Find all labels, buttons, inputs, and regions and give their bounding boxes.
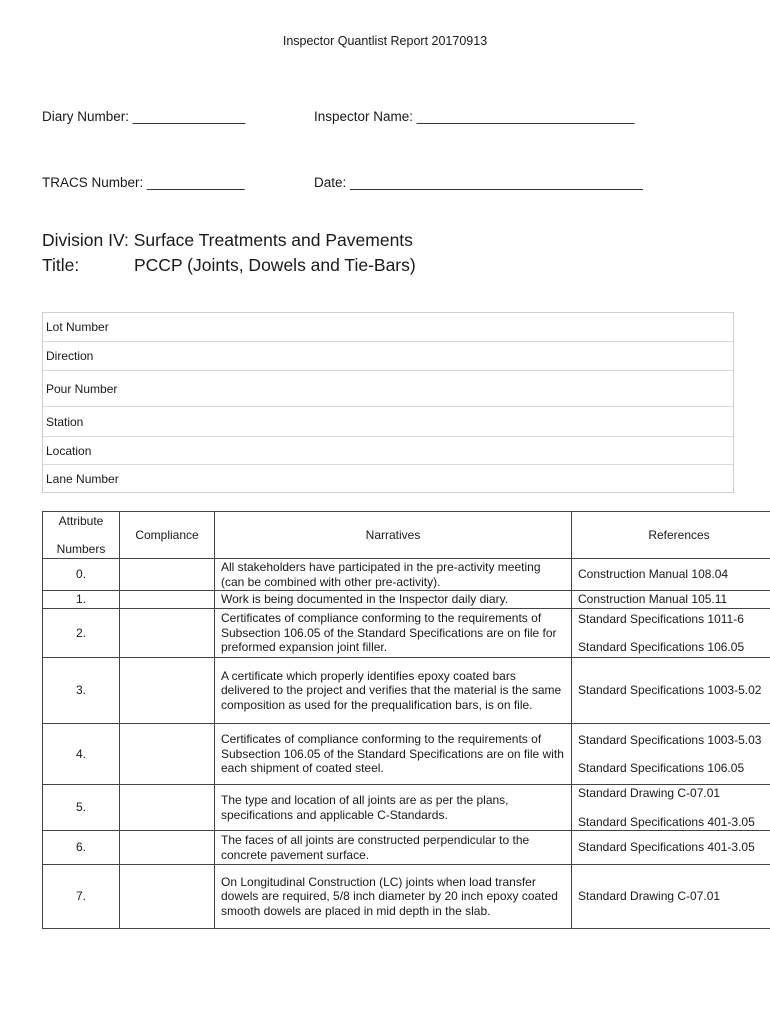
narrative-cell: Certificates of compliance conforming to the requirements of Subsection 106.05 of the Standard Specifications are on file for preformed expansion joint filler. <box>215 609 572 658</box>
reference-cell <box>572 785 770 831</box>
table-row <box>43 831 770 865</box>
date-field: Date: _______________________________________ <box>314 175 643 190</box>
info-row-station: Station <box>43 407 733 437</box>
table-row <box>43 724 770 785</box>
page-title: Inspector Quantlist Report 20170913 <box>282 34 488 48</box>
table-row <box>43 609 770 658</box>
row-number: 1. <box>43 591 120 609</box>
title-value: PCCP (Joints, Dowels and Tie-Bars) <box>134 255 416 275</box>
narrative-cell: All stakeholders have participated in the pre-activity meeting (can be combined with other pre-activity). <box>215 559 572 591</box>
header-attr-line1: Attribute <box>58 514 104 528</box>
reference-text: Standard Specifications 401-3.05 <box>578 840 755 855</box>
table-row <box>43 785 770 831</box>
reference-cell <box>572 559 770 591</box>
compliance-cell[interactable] <box>120 609 215 658</box>
title-label: Title: <box>42 255 80 275</box>
reference-text: Standard Specifications 401-3.05 <box>578 814 755 829</box>
compliance-cell[interactable] <box>120 785 215 831</box>
info-row-location: Location <box>43 437 733 465</box>
header-attr-line2: Numbers <box>56 541 106 556</box>
division-title-row <box>42 253 416 278</box>
table-header-row <box>43 512 770 559</box>
narrative-cell: The type and location of all joints are as per the plans, specifications and applicable C-Standards. <box>215 785 572 831</box>
reference-text: Construction Manual 108.04 <box>578 567 729 582</box>
row-number: 3. <box>43 658 120 724</box>
narrative-cell: A certificate which properly identifies epoxy coated bars delivered to the project and verifies that the material is the same composition as used for the prequalification bars, is on file. <box>215 658 572 724</box>
lot-info-box <box>42 312 734 493</box>
table-row <box>43 591 770 609</box>
compliance-cell[interactable] <box>120 658 215 724</box>
reference-text: Standard Specifications 106.05 <box>578 761 745 775</box>
row-number: 4. <box>43 724 120 785</box>
narrative-cell: On Longitudinal Construction (LC) joints when load transfer dowels are required, 5/8 inch diameter by 20 inch epoxy coated smooth dowels are placed in mid depth in the slab. <box>215 865 572 929</box>
row-number: 5. <box>43 785 120 831</box>
info-row-direction: Direction <box>43 342 733 371</box>
attribute-table <box>42 511 770 929</box>
row-number: 6. <box>43 831 120 865</box>
compliance-cell[interactable] <box>120 591 215 609</box>
info-row-lot-number: Lot Number <box>43 313 733 342</box>
reference-cell <box>572 831 770 865</box>
row-number: 7. <box>43 865 120 929</box>
reference-text: Standard Specifications 1003-5.03 <box>578 732 762 747</box>
compliance-cell[interactable] <box>120 559 215 591</box>
reference-text: Standard Drawing C-07.01 <box>578 786 721 800</box>
division-heading <box>42 228 416 278</box>
row-number: 0. <box>43 559 120 591</box>
narrative-cell: Certificates of compliance conforming to the requirements of Subsection 106.05 of the Standard Specifications are on file with each shipment of coated steel. <box>215 724 572 785</box>
row-number: 2. <box>43 609 120 658</box>
compliance-cell[interactable] <box>120 724 215 785</box>
reference-text: Standard Specifications 1011-6 <box>578 611 744 626</box>
narrative-cell: The faces of all joints are constructed perpendicular to the concrete pavement surface. <box>215 831 572 865</box>
info-row-pour-number: Pour Number <box>43 371 733 407</box>
header-references: References <box>572 512 770 559</box>
diary-number-field: Diary Number: _______________ <box>42 109 246 124</box>
table-row <box>43 658 770 724</box>
compliance-cell[interactable] <box>120 831 215 865</box>
table-row <box>43 559 770 591</box>
compliance-cell[interactable] <box>120 865 215 929</box>
info-row-lane-number: Lane Number <box>46 471 119 486</box>
reference-text: Standard Specifications 1003-5.02 <box>578 683 762 698</box>
reference-text: Standard Drawing C-07.01 <box>578 889 721 904</box>
table-row <box>43 865 770 929</box>
header-narratives: Narratives <box>215 512 572 559</box>
reference-cell <box>572 591 770 609</box>
reference-text: Construction Manual 105.11 <box>578 592 728 607</box>
reference-cell <box>572 865 770 929</box>
narrative-cell: Work is being documented in the Inspector daily diary. <box>215 591 572 609</box>
reference-cell <box>572 658 770 724</box>
header-attribute-numbers <box>43 512 120 559</box>
reference-cell <box>572 724 770 785</box>
tracs-number-field: TRACS Number: _____________ <box>42 175 245 190</box>
reference-cell <box>572 609 770 658</box>
reference-text: Standard Specifications 106.05 <box>578 640 745 654</box>
division-line: Division IV: Surface Treatments and Pavements <box>42 230 413 250</box>
header-compliance: Compliance <box>120 512 215 559</box>
inspector-name-field: Inspector Name: _____________________________ <box>314 109 635 124</box>
